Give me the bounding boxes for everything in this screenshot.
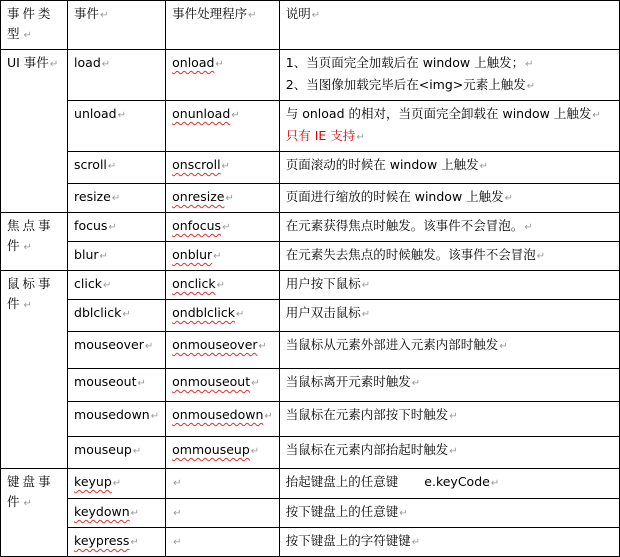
ie-only-note: 只有 IE 支持 [285,128,356,143]
paragraph-mark: ↵ [213,251,222,262]
header-category: 事件类型↵ [1,1,68,50]
desc-cell: 用户双击鼠标↵ [279,300,619,332]
paragraph-mark: ↵ [356,132,365,143]
event-cell: keydown↵ [68,499,166,528]
paragraph-mark: ↵ [132,446,142,457]
paragraph-mark: ↵ [173,508,182,519]
desc-cell: 页面滚动的时候在 window 上触发↵ [279,152,619,184]
handler-cell [166,528,280,557]
paragraph-mark: ↵ [137,378,146,389]
paragraph-mark: ↵ [173,478,182,489]
paragraph-mark: ↵ [112,478,122,489]
category-ui: UI 事件↵ [1,50,68,213]
table-row [1,402,620,437]
event-cell: keyup↵ [68,469,166,499]
desc-cell: 当鼠标在元素内部抬起时触发↵ [279,437,619,469]
paragraph-mark: ↵ [499,341,508,352]
paragraph-mark: ↵ [361,309,371,320]
handler-cell: onscroll↵ [166,152,280,184]
paragraph-mark: ↵ [23,498,32,509]
paragraph-mark: ↵ [311,10,321,21]
table-row [1,271,620,300]
paragraph-mark: ↵ [449,411,458,422]
paragraph-mark: ↵ [235,309,245,320]
paragraph-mark: ↵ [411,378,421,389]
paragraph-mark: ↵ [99,251,108,262]
paragraph-mark: ↵ [490,478,500,489]
desc-cell: 当鼠标从元素外部进入元素内部时触发↵ [279,332,619,369]
table-row [1,469,620,499]
desc-cell: 当鼠标离开元素时触发↵ [279,369,619,402]
paragraph-mark: ↵ [221,161,230,172]
header-handler: 事件处理程序↵ [166,1,280,50]
desc-cell: 用户按下鼠标↵ [279,271,619,300]
table-row [1,152,620,184]
paragraph-mark: ↵ [215,59,224,70]
paragraph-mark: ↵ [108,222,117,233]
handler-cell: onmousedown↵ [166,402,280,437]
desc-cell: 在元素失去焦点的时候触发。该事件不会冒泡↵ [279,242,619,271]
handler-cell: ondblclick↵ [166,300,280,332]
table-row [1,528,620,557]
table-row [1,184,620,213]
paragraph-mark: ↵ [107,161,117,172]
paragraph-mark: ↵ [250,446,260,457]
paragraph-mark: ↵ [23,30,32,41]
paragraph-mark: ↵ [248,10,257,21]
desc-cell: 在元素获得焦点时触发。该事件不会冒泡。↵ [279,213,619,242]
desc-cell: 页面进行缩放的时候在 window 上触发↵ [279,184,619,213]
paragraph-mark: ↵ [117,110,126,121]
desc-cell: 抬起键盘上的任意键 e.keyCode↵ [279,469,619,499]
paragraph-mark: ↵ [536,251,546,262]
handler-cell [166,469,280,499]
paragraph-mark: ↵ [101,59,111,70]
event-cell: dblclick↵ [68,300,166,332]
event-cell: load↵ [68,50,166,101]
paragraph-mark: ↵ [399,508,408,519]
category-keyboard: 键盘事件↵ [1,469,68,557]
paragraph-mark: ↵ [592,110,601,121]
paragraph-mark: ↵ [526,81,536,92]
paragraph-mark: ↵ [264,411,273,422]
event-cell: click↵ [68,271,166,300]
paragraph-mark: ↵ [524,222,533,233]
event-cell: blur↵ [68,242,166,271]
paragraph-mark: ↵ [231,110,240,121]
paragraph-mark: ↵ [251,378,260,389]
handler-cell: onload↵ [166,50,280,101]
paragraph-mark: ↵ [525,59,534,70]
paragraph-mark: ↵ [449,446,458,457]
table-row [1,300,620,332]
paragraph-mark: ↵ [361,280,371,291]
event-cell: focus↵ [68,213,166,242]
handler-cell: onmouseover↵ [166,332,280,369]
paragraph-mark: ↵ [100,10,109,21]
paragraph-mark: ↵ [225,193,234,204]
header-desc: 说明↵ [279,1,619,50]
paragraph-mark: ↵ [23,242,32,253]
desc-cell: 与 onload 的相对，当页面完全卸载在 window 上触发↵ 只有 IE 支持↵ [279,101,619,152]
desc-cell: 1、当页面完全加载后在 window 上触发；↵ 2、当图像加载完毕后在<img>元素上触发↵ [279,50,619,101]
event-cell: scroll↵ [68,152,166,184]
desc-cell: 当鼠标在元素内部按下时触发↵ [279,402,619,437]
handler-cell: onblur↵ [166,242,280,271]
event-cell: keypress↵ [68,528,166,557]
handler-cell [166,499,280,528]
paragraph-mark: ↵ [130,508,140,519]
table-row [1,437,620,469]
desc-cell: 按下键盘上的任意键↵ [279,499,619,528]
paragraph-mark: ↵ [144,341,154,352]
event-cell: mousedown↵ [68,402,166,437]
handler-cell: onresize↵ [166,184,280,213]
event-cell: mouseup↵ [68,437,166,469]
paragraph-mark: ↵ [504,193,514,204]
handler-cell: onfocus↵ [166,213,280,242]
table-row [1,50,620,101]
paragraph-mark: ↵ [216,280,226,291]
paragraph-mark: ↵ [130,537,139,548]
table-row [1,332,620,369]
table-row [1,213,620,242]
table-row [1,499,620,528]
paragraph-mark: ↵ [23,300,32,311]
handler-cell: onmouseout↵ [166,369,280,402]
paragraph-mark: ↵ [150,411,160,422]
category-mouse: 鼠标事件↵ [1,271,68,469]
paragraph-mark: ↵ [111,193,121,204]
paragraph-mark: ↵ [102,280,112,291]
paragraph-mark: ↵ [479,161,489,172]
paragraph-mark: ↵ [122,309,131,320]
paragraph-mark: ↵ [49,59,59,70]
table-row [1,101,620,152]
paragraph-mark: ↵ [258,341,267,352]
handler-cell: onclick↵ [166,271,280,300]
event-cell: unload↵ [68,101,166,152]
event-cell: mouseover↵ [68,332,166,369]
handler-cell: ommouseup↵ [166,437,280,469]
header-event: 事件↵ [68,1,166,50]
keycode-text: e.keyCode [424,474,490,489]
event-cell: resize↵ [68,184,166,213]
handler-cell: onunload↵ [166,101,280,152]
category-focus: 焦点事件↵ [1,213,68,271]
header-row [1,1,620,50]
paragraph-mark: ↵ [173,537,182,548]
table-row [1,369,620,402]
desc-cell: 按下键盘上的字符键键↵ [279,528,619,557]
paragraph-mark: ↵ [411,537,421,548]
table-row [1,242,620,271]
event-cell: mouseout↵ [68,369,166,402]
paragraph-mark: ↵ [222,222,231,233]
